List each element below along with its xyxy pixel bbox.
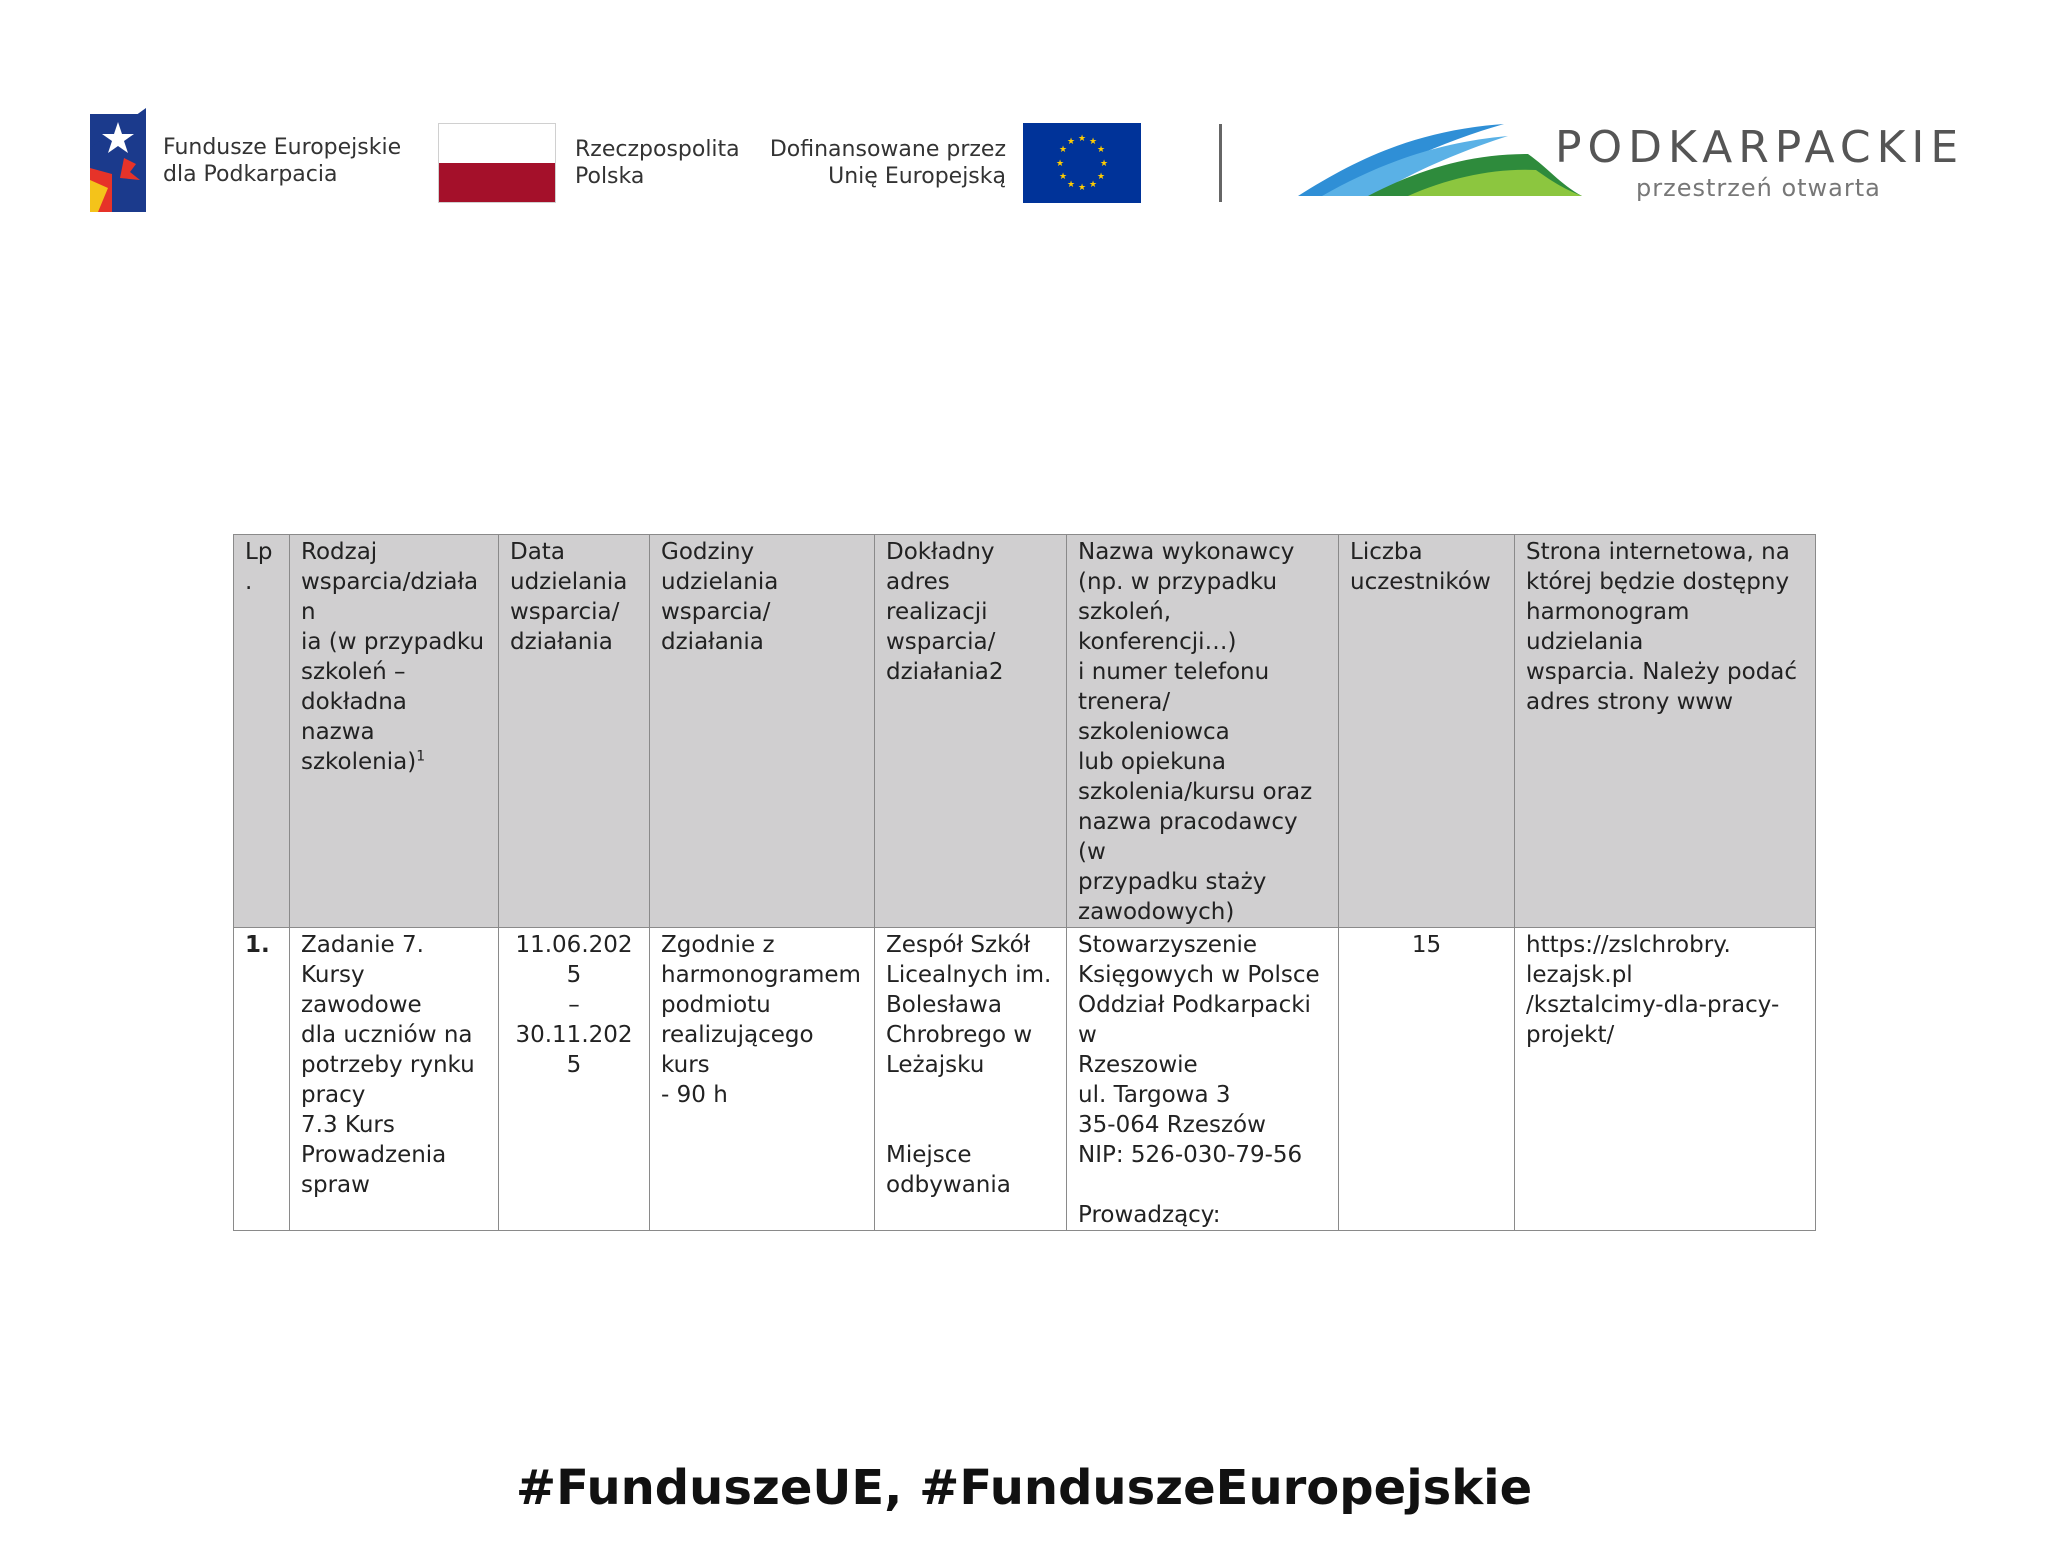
eu-label-line2: Unię Europejską <box>828 164 1006 189</box>
fe-label-line2: dla Podkarpacia <box>163 162 338 187</box>
svg-text:★: ★ <box>1077 183 1087 193</box>
eu-cofinanced-label <box>760 136 1006 190</box>
svg-text:★: ★ <box>1096 145 1106 155</box>
cell-godziny: Zgodnie z harmonogramem podmiotu realizującego kurs - 90 h <box>650 928 875 1231</box>
pl-label-line1: Rzeczpospolita <box>575 137 740 162</box>
svg-text:★: ★ <box>1066 137 1076 147</box>
eu-flag-icon <box>1023 123 1141 203</box>
eu-label-line1: Dofinansowane przez <box>769 137 1006 162</box>
svg-text:★: ★ <box>1088 137 1098 147</box>
cell-strona: https://zslchrobry. lezajsk.pl /ksztalcimy-dla-pracy- projekt/ <box>1515 928 1816 1231</box>
cell-rodzaj: Zadanie 7. Kursy zawodowe dla uczniów na potrzeby rynku pracy 7.3 Kurs Prowadzenia spraw <box>290 928 499 1231</box>
cell-data: 11.06.2025 – 30.11.2025 <box>499 928 650 1231</box>
header-liczba: Liczba uczestników <box>1339 535 1515 928</box>
table-header-row <box>234 535 1816 928</box>
svg-text:★: ★ <box>1099 159 1109 169</box>
header-lp: Lp . <box>234 535 290 928</box>
support-schedule-table <box>233 534 1816 1231</box>
header-adres: Dokładny adres realizacji wsparcia/ działania2 <box>875 535 1067 928</box>
hashtags-footer: #FunduszeUE, #FunduszeEuropejskie <box>515 1460 1533 1516</box>
svg-text:★: ★ <box>1088 180 1098 190</box>
cell-lp: 1. <box>234 928 290 1231</box>
cell-wykonawca: Stowarzyszenie Księgowych w Polsce Oddział Podkarpacki w Rzeszowie ul. Targowa 3 35-064 Rzeszów NIP: 526-030-79-56 Prowadzący: <box>1067 928 1339 1231</box>
fundusze-europejskie-logo-icon <box>90 108 146 212</box>
header-godziny: Godziny udzielania wsparcia/ działania <box>650 535 875 928</box>
svg-text:★: ★ <box>1096 172 1106 182</box>
table-row <box>234 928 1816 1231</box>
podkarpackie-mark-icon <box>1298 118 1582 202</box>
header-wykonawca: Nazwa wykonawcy (np. w przypadku szkoleń, konferencji…) i numer telefonu trenera/ szkoleniowca lub opiekuna szkolenia/kursu oraz nazwa pracodawcy (w przypadku staży zawodowych) <box>1067 535 1339 928</box>
fundusze-europejskie-label <box>163 134 401 188</box>
svg-text:★: ★ <box>1058 145 1068 155</box>
rzeczpospolita-label <box>575 136 740 190</box>
header-data: Data udzielania wsparcia/ działania <box>499 535 650 928</box>
polish-flag-icon <box>438 123 556 203</box>
svg-text:★: ★ <box>1055 159 1065 169</box>
fe-label-line1: Fundusze Europejskie <box>163 135 402 160</box>
cell-liczba: 15 <box>1339 928 1515 1231</box>
svg-text:★: ★ <box>1058 172 1068 182</box>
podkarpackie-title: PODKARPACKIE <box>1555 122 1965 173</box>
header-rodzaj-text: Rodzaj wsparcia/działan ia (w przypadku szkoleń – dokładna nazwa szkolenia) <box>301 539 485 775</box>
logo-strip <box>0 0 2048 230</box>
header-strona: Strona internetowa, na której będzie dostępny harmonogram udzielania wsparcia. Należy podać adres strony www <box>1515 535 1816 928</box>
svg-text:★: ★ <box>1077 134 1087 144</box>
header-rodzaj <box>290 535 499 928</box>
cell-adres: Zespół Szkół Licealnych im. Bolesława Chrobrego w Leżajsku Miejsce odbywania <box>875 928 1067 1231</box>
logo-separator <box>1219 124 1222 202</box>
footnote-marker: 1 <box>416 748 426 765</box>
svg-text:★: ★ <box>1066 180 1076 190</box>
pl-label-line2: Polska <box>575 164 645 189</box>
podkarpackie-subtitle: przestrzeń otwarta <box>1636 174 1881 202</box>
